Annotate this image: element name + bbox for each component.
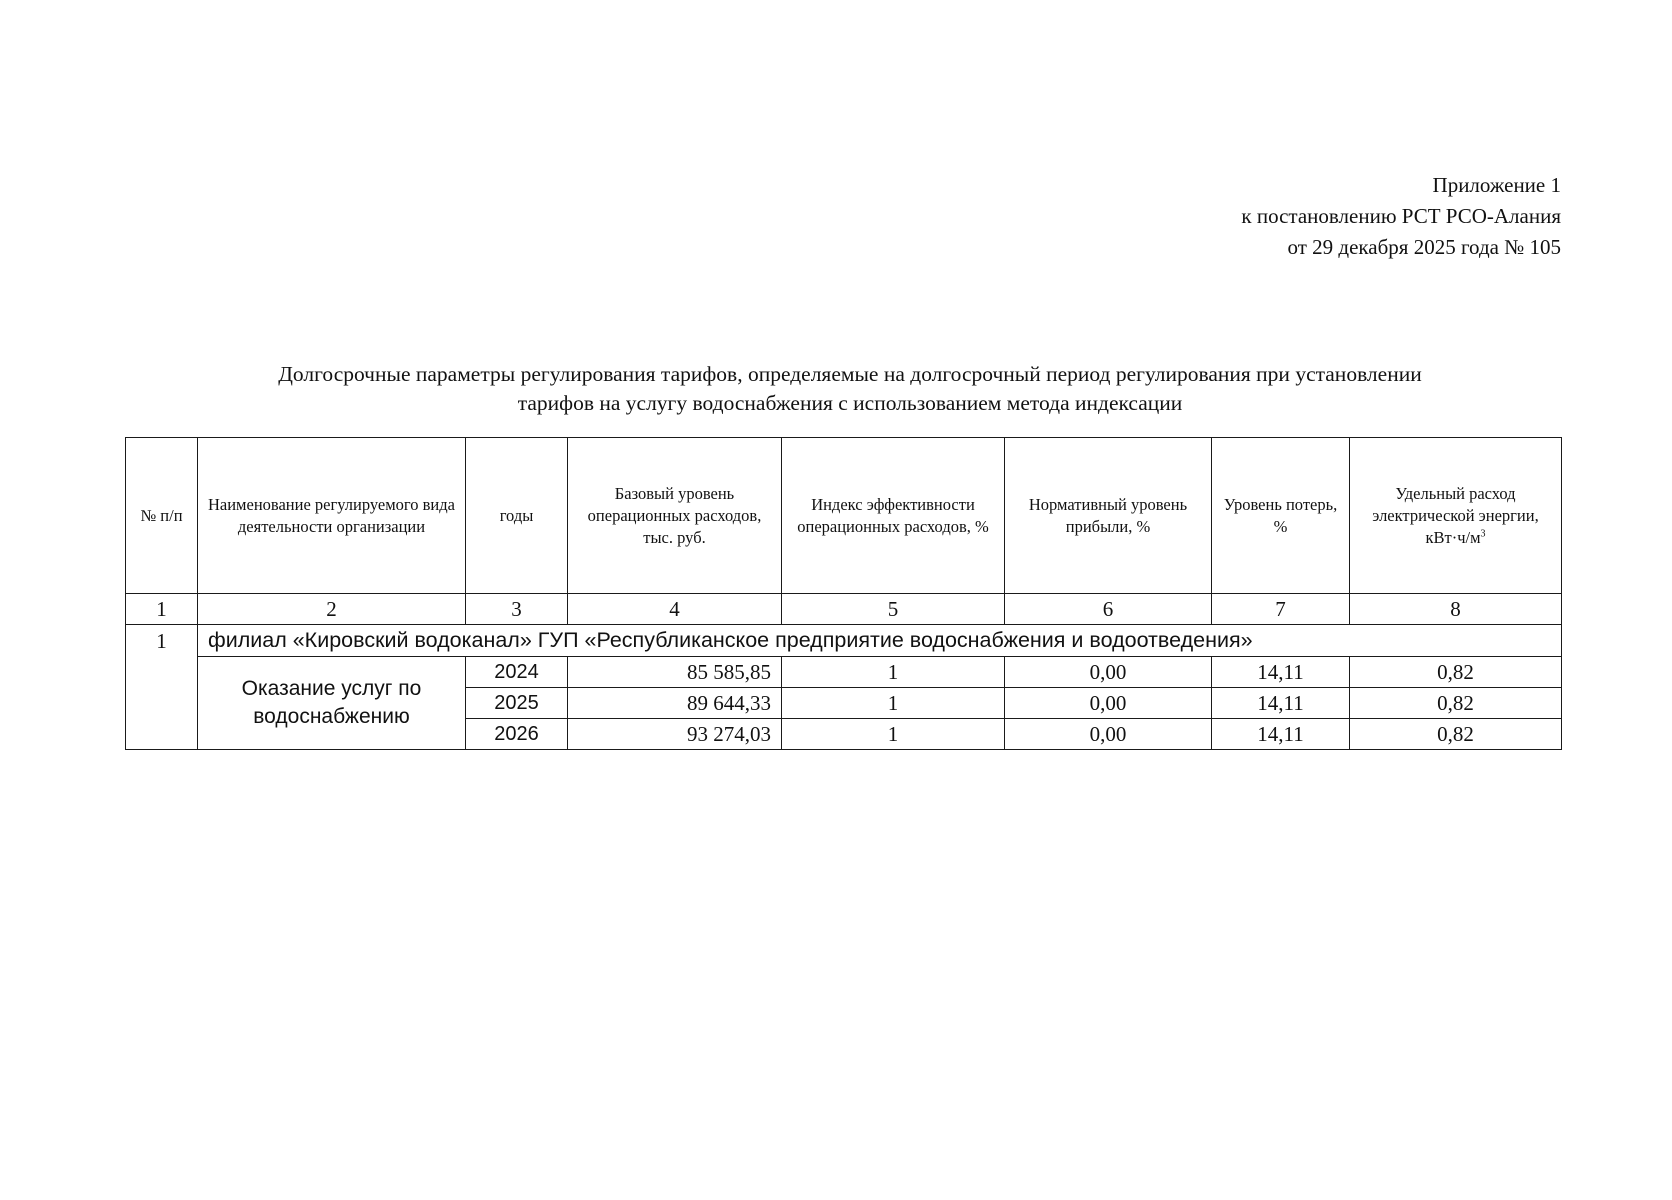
- appendix-line-2: к постановлению РСТ РСО-Алания: [1241, 204, 1561, 228]
- column-numbers-row: [126, 594, 1562, 625]
- appendix-line-1: Приложение 1: [1432, 173, 1561, 197]
- header-years: годы: [466, 438, 568, 594]
- tariff-parameters-table: [125, 437, 1562, 750]
- cell-loss-level: 14,11: [1212, 719, 1350, 750]
- column-number: 1: [126, 594, 198, 625]
- header-energy-consumption: [1350, 438, 1562, 594]
- cell-base-opex: 85 585,85: [568, 657, 782, 688]
- cell-efficiency-index: 1: [782, 719, 1005, 750]
- header-base-opex: Базовый уровень операционных расходов, тыс. руб.: [568, 438, 782, 594]
- header-efficiency-index: Индекс эффективности операционных расходов, %: [782, 438, 1005, 594]
- cell-normative-profit: 0,00: [1005, 657, 1212, 688]
- appendix-line-3: от 29 декабря 2025 года № 105: [1287, 235, 1561, 259]
- cell-year: 2025: [466, 688, 568, 719]
- column-number: 5: [782, 594, 1005, 625]
- cell-normative-profit: 0,00: [1005, 719, 1212, 750]
- cell-year: 2026: [466, 719, 568, 750]
- document-title: [140, 360, 1560, 418]
- cell-efficiency-index: 1: [782, 657, 1005, 688]
- cell-energy-consumption: 0,82: [1350, 688, 1562, 719]
- column-number: 3: [466, 594, 568, 625]
- cell-energy-consumption: 0,82: [1350, 719, 1562, 750]
- cell-energy-consumption: 0,82: [1350, 657, 1562, 688]
- column-number: 4: [568, 594, 782, 625]
- header-normative-profit: Нормативный уровень прибыли, %: [1005, 438, 1212, 594]
- cell-normative-profit: 0,00: [1005, 688, 1212, 719]
- cell-efficiency-index: 1: [782, 688, 1005, 719]
- cell-year: 2024: [466, 657, 568, 688]
- header-number: № п/п: [126, 438, 198, 594]
- column-number: 7: [1212, 594, 1350, 625]
- cell-base-opex: 93 274,03: [568, 719, 782, 750]
- header-loss-level: Уровень потерь, %: [1212, 438, 1350, 594]
- document-title-line-2: тарифов на услугу водоснабжения с использованием метода индексации: [517, 391, 1183, 415]
- column-number: 6: [1005, 594, 1212, 625]
- header-energy-text: Удельный расход электрической энергии, кВт·ч/м: [1372, 483, 1539, 547]
- document-title-line-1: Долгосрочные параметры регулирования тарифов, определяемые на долгосрочный период регулирования при установлении: [278, 362, 1422, 386]
- header-activity-name: Наименование регулируемого вида деятельности организации: [198, 438, 466, 594]
- row-number: 1: [126, 625, 198, 750]
- organization-name: филиал «Кировский водоканал» ГУП «Республиканское предприятие водоснабжения и водоотведения»: [198, 625, 1562, 657]
- table-header-row: [126, 438, 1562, 594]
- appendix-block: [1241, 170, 1561, 263]
- cell-loss-level: 14,11: [1212, 688, 1350, 719]
- activity-name: Оказание услуг по водоснабжению: [198, 657, 466, 750]
- organization-row: [126, 625, 1562, 657]
- header-energy-superscript: 3: [1480, 528, 1486, 539]
- cell-base-opex: 89 644,33: [568, 688, 782, 719]
- column-number: 8: [1350, 594, 1562, 625]
- column-number: 2: [198, 594, 466, 625]
- cell-loss-level: 14,11: [1212, 657, 1350, 688]
- table-row: [126, 657, 1562, 688]
